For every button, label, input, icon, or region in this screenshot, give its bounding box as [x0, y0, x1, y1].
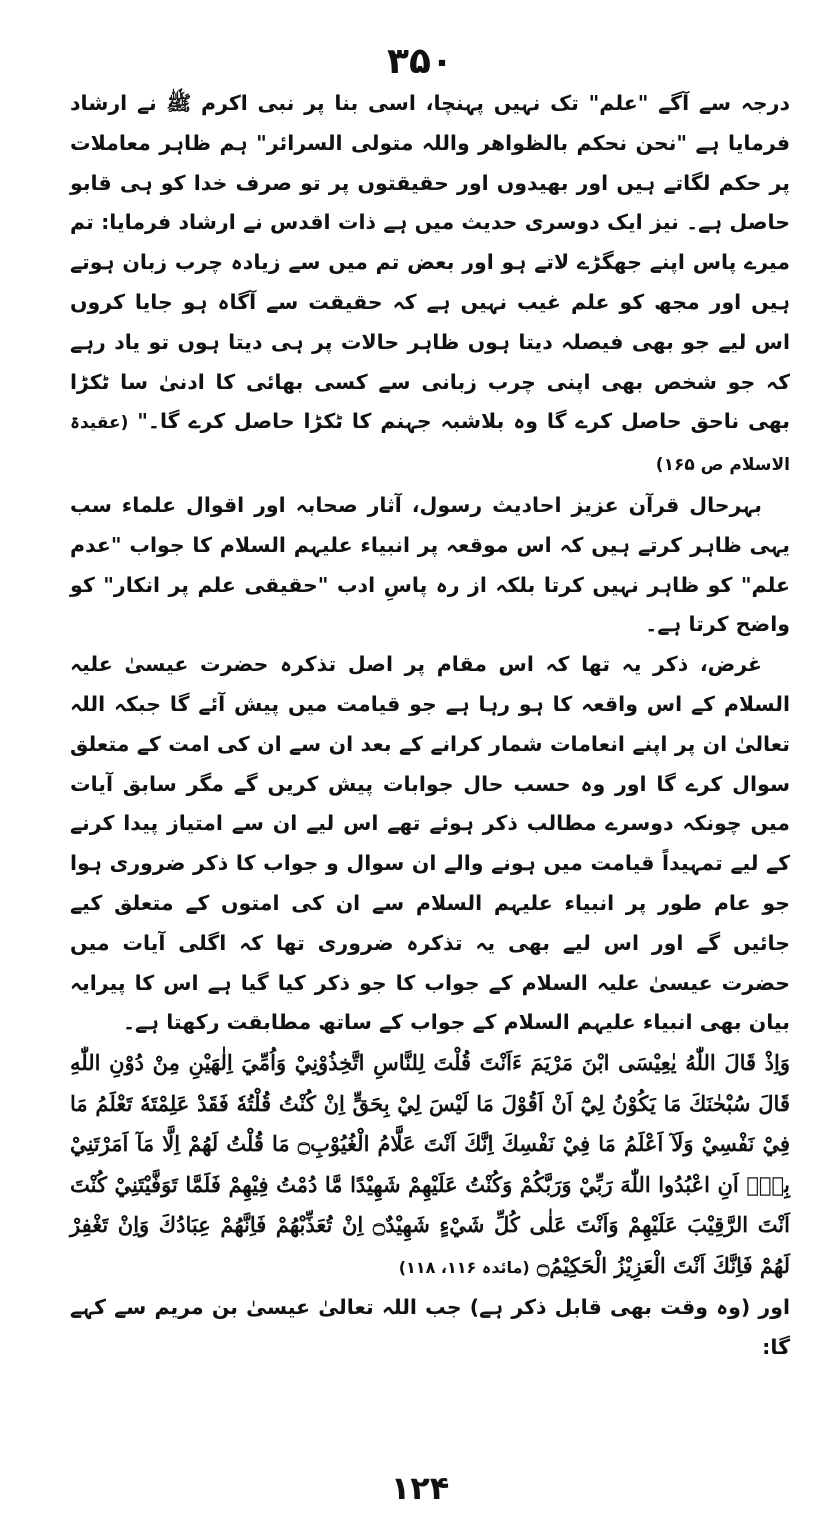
- citation: (عقیدۃ الاسلام ص ۱۶۵): [70, 413, 790, 476]
- verse-text: وَاِذْ قَالَ اللّٰهُ يٰعِيْسَى ابْنَ مَرْيَمَ ءَاَنْتَ قُلْتَ لِلنَّاسِ اتَّخِذُوْنِيْ وَاُمِّيَ اِلٰهَيْنِ مِنْ دُوْنِ اللّٰهِ قَالَ سُبْحٰنَكَ مَا يَكُوْنُ لِيْٓ اَنْ اَقُوْلَ مَا لَيْسَ لِيْ بِحَقٍّ اِنْ كُنْتُ قُلْتُهٗ فَقَدْ عَلِمْتَهٗ تَعْلَمُ مَا فِيْ نَفْسِيْ وَلَآ اَعْلَمُ مَا فِيْ نَفْسِكَ اِنَّكَ اَنْتَ عَلَّامُ الْغُيُوْبِ۝ مَا قُلْتُ لَهُمْ اِلَّا مَآ اَمَرْتَنِيْ بِهٖٓ اَنِ اعْبُدُوا اللّٰهَ رَبِّيْ وَرَبَّكُمْ وَكُنْتُ عَلَيْهِمْ شَهِيْدًا مَّا دُمْتُ فِيْهِمْ فَلَمَّا تَوَفَّيْتَنِيْ كُنْتَ اَنْتَ الرَّقِيْبَ عَلَيْهِمْ وَاَنْتَ عَلٰى كُلِّ شَيْءٍ شَهِيْدٌ۝ اِنْ تُعَذِّبْهُمْ فَاِنَّهُمْ عِبَادُكَ وَاِنْ تَغْفِرْ لَهُمْ فَاِنَّكَ اَنْتَ الْعَزِيْزُ الْحَكِيْمُ۝: [70, 1050, 790, 1278]
- paragraph-hadith: [70, 84, 790, 486]
- page-body: [70, 84, 790, 1368]
- quran-verse: [70, 1043, 790, 1288]
- paragraph-text: درجہ سے آگے "علم" تک نہیں پہنچا، اسی بنا پر نبی اکرم ﷺ نے ارشاد فرمایا ہے "نحن نحکم بالظواھر واللہ متولی السرائر" ہم ظاہر معاملات پر حکم لگاتے ہیں اور بھیدوں اور حقیقتوں پر تو صرف خدا کو ہی قابو حاصل ہے۔ نیز ایک دوسری حدیث میں ہے ذات اقدس نے ارشاد فرمایا: تم میرے پاس اپنے جھگڑے لاتے ہو اور بعض تم میں سے زیادہ چرب زبان ہوتے ہیں اور مجھ کو علم غیب نہیں ہے کہ حقیقت سے آگاہ ہو جایا کروں اس لیے جو بھی فیصلہ دیتا ہوں ظاہر حالات پر ہی دیتا ہوں تو یاد رہے کہ جو شخص بھی اپنی چرب زبانی سے کسی بھائی کا ادنیٰ سا ٹکڑا بھی ناحق حاصل کرے گا وہ بلاشبہ جہنم کا ٹکڑا حاصل کرے گا۔": [70, 91, 790, 434]
- paragraph-summary: بہرحال قرآن عزیز احادیث رسول، آثار صحابہ اور اقوال علماء سب یہی ظاہر کرتے ہیں کہ اس موقعہ پر انبیاء علیہم السلام کا جواب "عدم علم" کو ظاہر نہیں کرتا بلکہ از رہ پاسِ ادب "حقیقی علم پر انکار" کو واضح کرتا ہے۔: [70, 492, 790, 637]
- paragraph-context: غرض، ذکر یہ تھا کہ اس مقام پر اصل تذکرہ حضرت عیسیٰ علیہ السلام کے اس واقعہ کا ہو رہا ہے جو قیامت میں پیش آئے گا جبکہ اللہ تعالیٰ ان پر اپنے انعامات شمار کرانے کے بعد ان سے ان کی امت کے متعلق سوال کرے گا اور وہ حسب حال جوابات پیش کریں گے مگر سابق آیات میں چونکہ دوسرے مطالب ذکر ہوئے تھے اس لیے ان سے امتیاز پیدا کرنے کے لیے تمہیداً قیامت میں ہونے والے ان سوال و جواب کا ذکر ضروری ہوا جو عام طور پر انبیاء علیہم السلام سے ان کی امتوں کے متعلق کیے جائیں گے اور اس لیے بھی یہ تذکرہ ضروری تھا کہ اگلی آیات میں حضرت عیسیٰ علیہ السلام کے جواب کا جو ذکر کیا گیا ہے اس کا پیرایہ بیان بھی انبیاء علیہم السلام کے جواب کے ساتھ مطابقت رکھتا ہے۔: [70, 652, 790, 1035]
- closing-line: اور (وہ وقت بھی قابل ذکر ہے) جب اللہ تعالیٰ عیسیٰ بن مریم سے کہے گا:: [70, 1295, 790, 1359]
- page-number-top: ۳۵۰: [387, 41, 453, 82]
- verse-reference: (مائدہ ۱۱۶، ۱۱۸): [398, 1257, 530, 1277]
- page-number-bottom: ۱۲۴: [390, 1469, 450, 1507]
